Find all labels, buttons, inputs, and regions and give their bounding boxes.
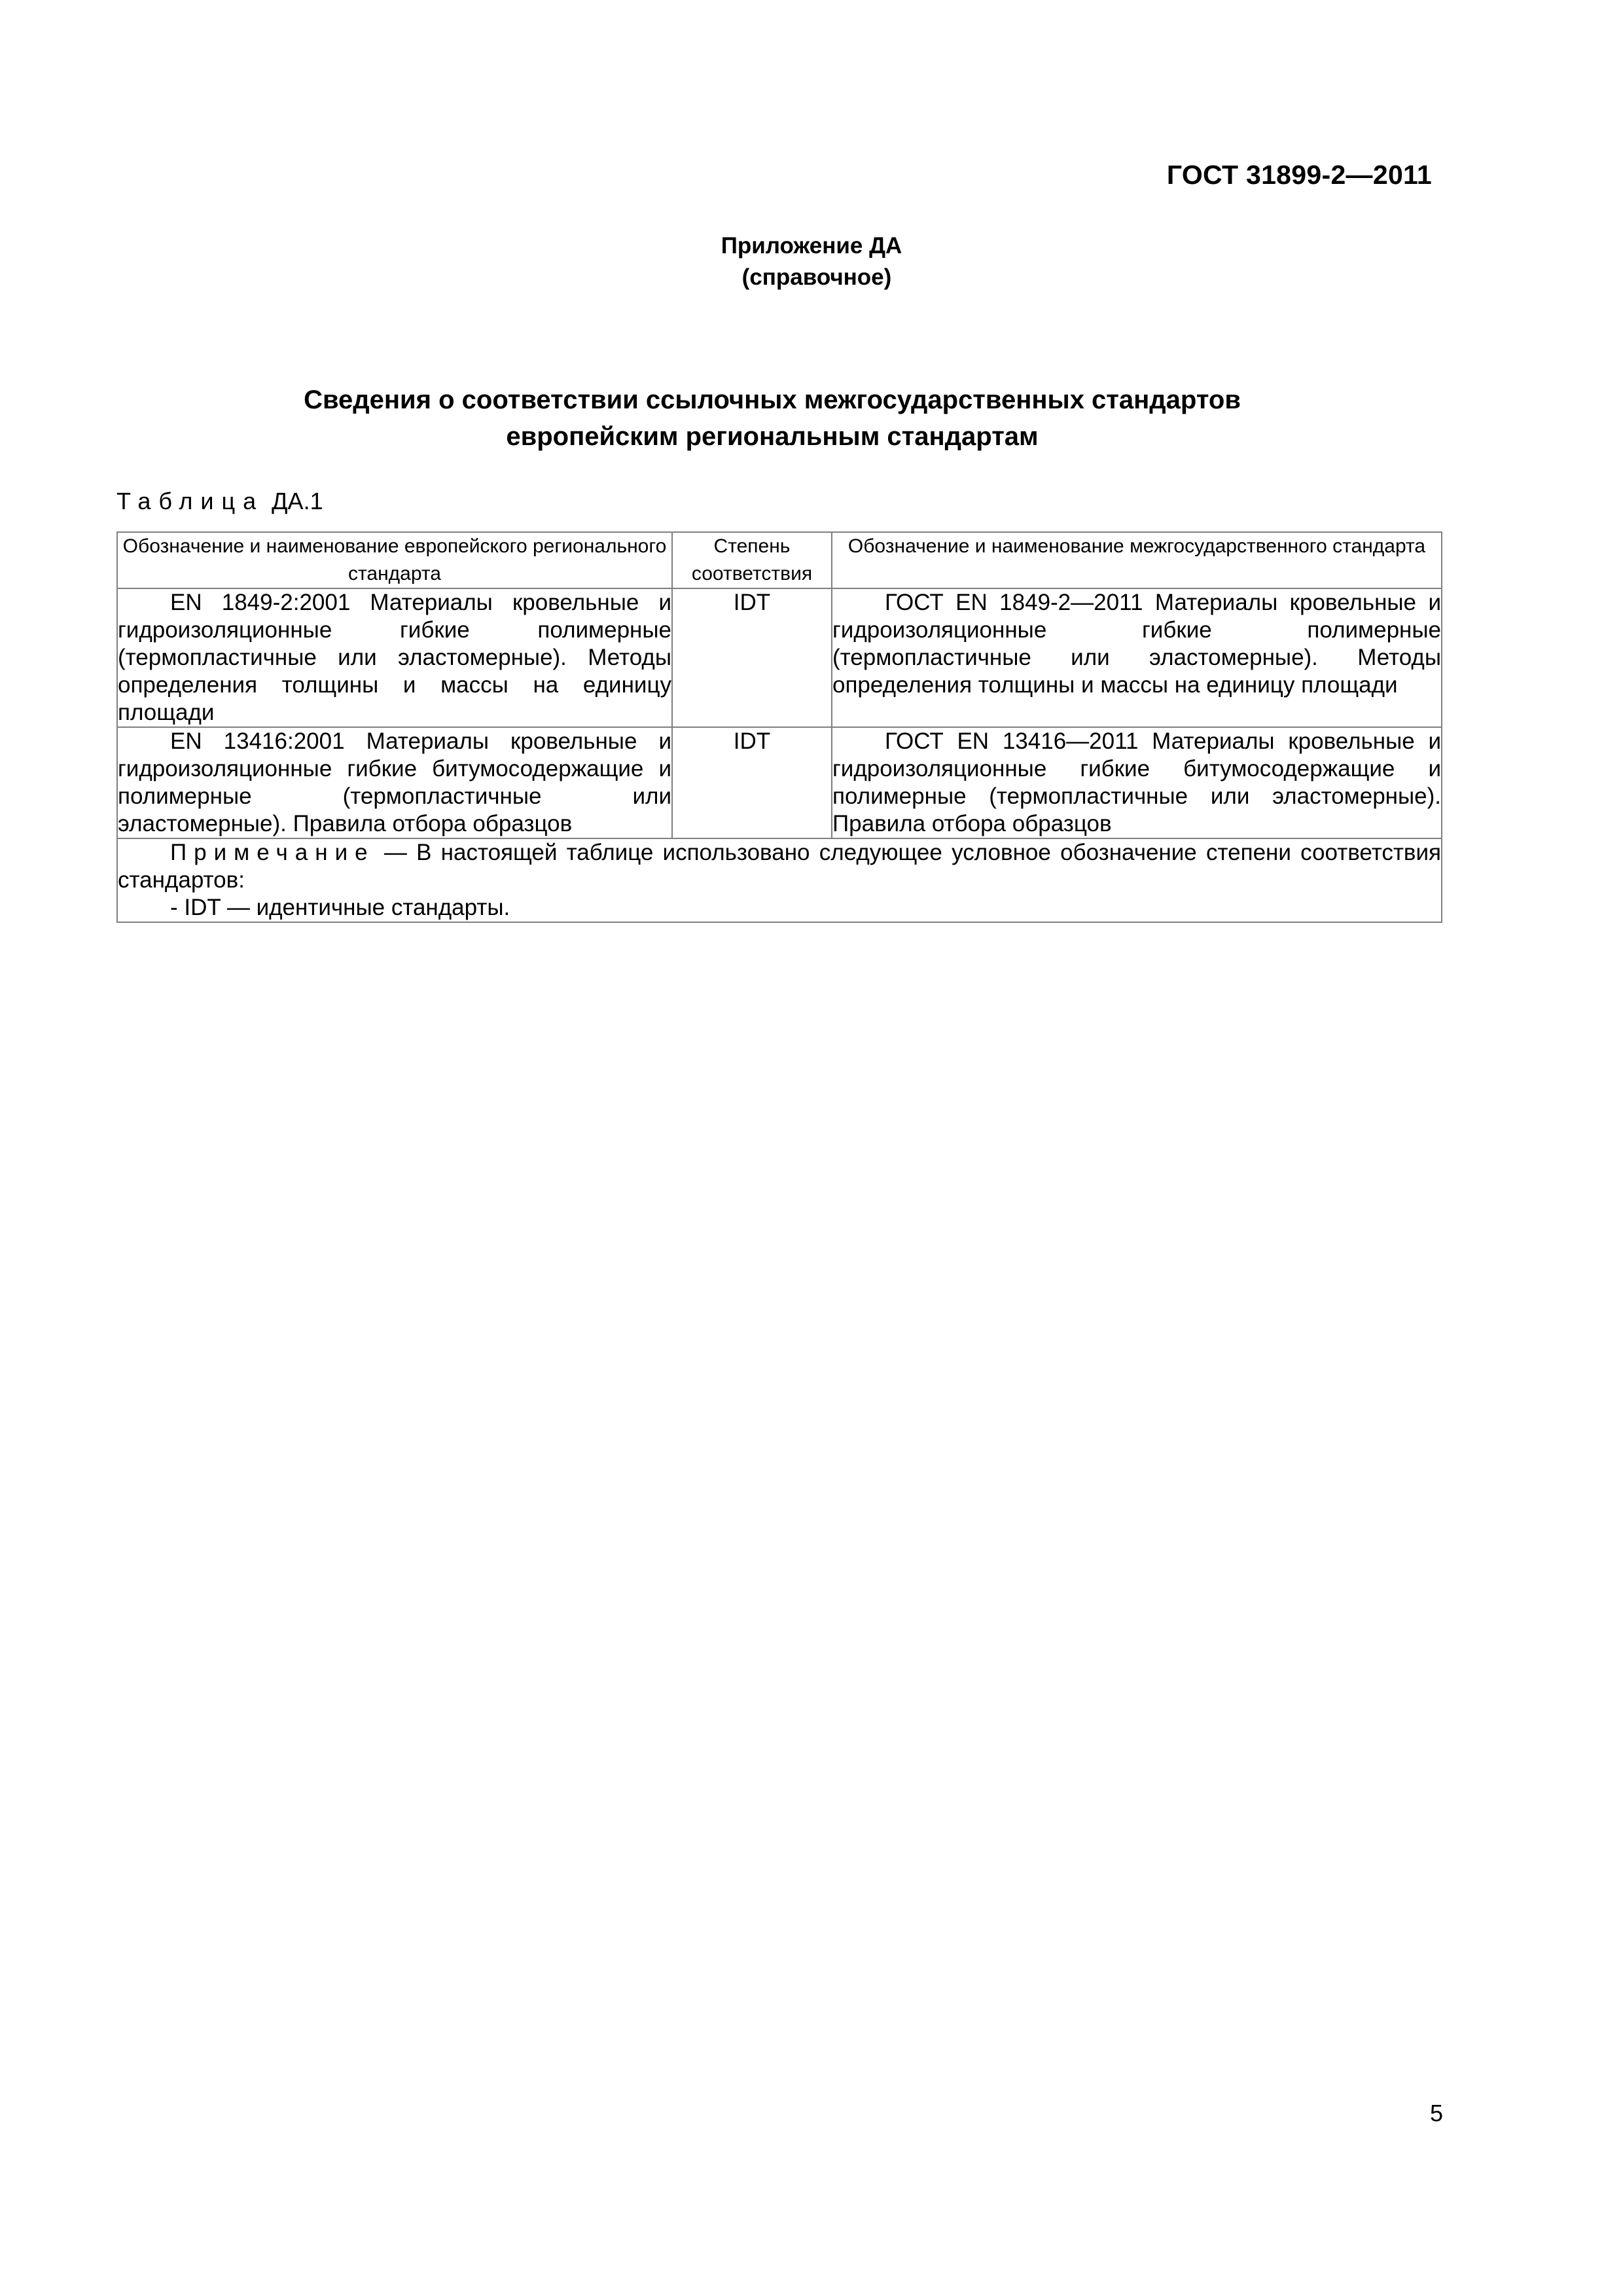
document-code: ГОСТ 31899-2—2011 [1166,160,1432,190]
column-header-european: Обозначение и наименование европейского регионального стандарта [117,532,672,588]
table-note [117,838,1442,922]
note-paragraph [118,839,1441,894]
european-standard-cell: EN 13416:2001 Материалы кровельные и гидроизоляционные гибкие битумосодержащие и полимерные (термопластичные или эластомерные). Правила отбора образцов [117,727,672,838]
degree-cell: IDT [672,588,832,727]
degree-cell: IDT [672,727,832,838]
table-header-row [117,532,1442,588]
page-number: 5 [1429,2100,1443,2126]
note-text: — В настоящей таблице использовано следующее условное обозначение степени соответствия стандартов: [118,840,1441,893]
section-title-line-1: Сведения о соответствии ссылочных межгосударственных стандартов [304,386,1241,414]
appendix-heading [0,230,1623,293]
note-item: - IDT — идентичные стандарты. [170,895,510,920]
european-standard-cell: EN 1849-2:2001 Материалы кровельные и гидроизоляционные гибкие полимерные (термопластичные или эластомерные). Методы определения толщины и массы на единицу площади [117,588,672,727]
table-row [117,588,1442,727]
table-row [117,727,1442,838]
table-caption-number: ДА.1 [272,488,323,514]
appendix-subtitle: (справочное) [741,264,892,290]
table-caption [116,488,323,515]
interstate-standard-cell: ГОСТ EN 1849-2—2011 Материалы кровельные и гидроизоляционные гибкие полимерные (термопластичные или эластомерные). Методы определения толщины и массы на единицу площади [832,588,1442,727]
section-title [0,382,1544,455]
note-label: Примечание [170,840,375,865]
appendix-title: Приложение ДА [721,233,902,259]
section-title-line-2: европейским региональным стандартам [506,422,1039,451]
column-header-degree: Степень соответствия [672,532,832,588]
table-note-row [117,838,1442,922]
interstate-standard-cell: ГОСТ EN 13416—2011 Материалы кровельные и гидроизоляционные гибкие битумосодержащие и полимерные (термопластичные или эластомерные). Правила отбора образцов [832,727,1442,838]
correspondence-table [116,531,1442,923]
column-header-interstate: Обозначение и наименование межгосударственного стандарта [832,532,1442,588]
table-caption-label: Таблица [116,488,264,514]
